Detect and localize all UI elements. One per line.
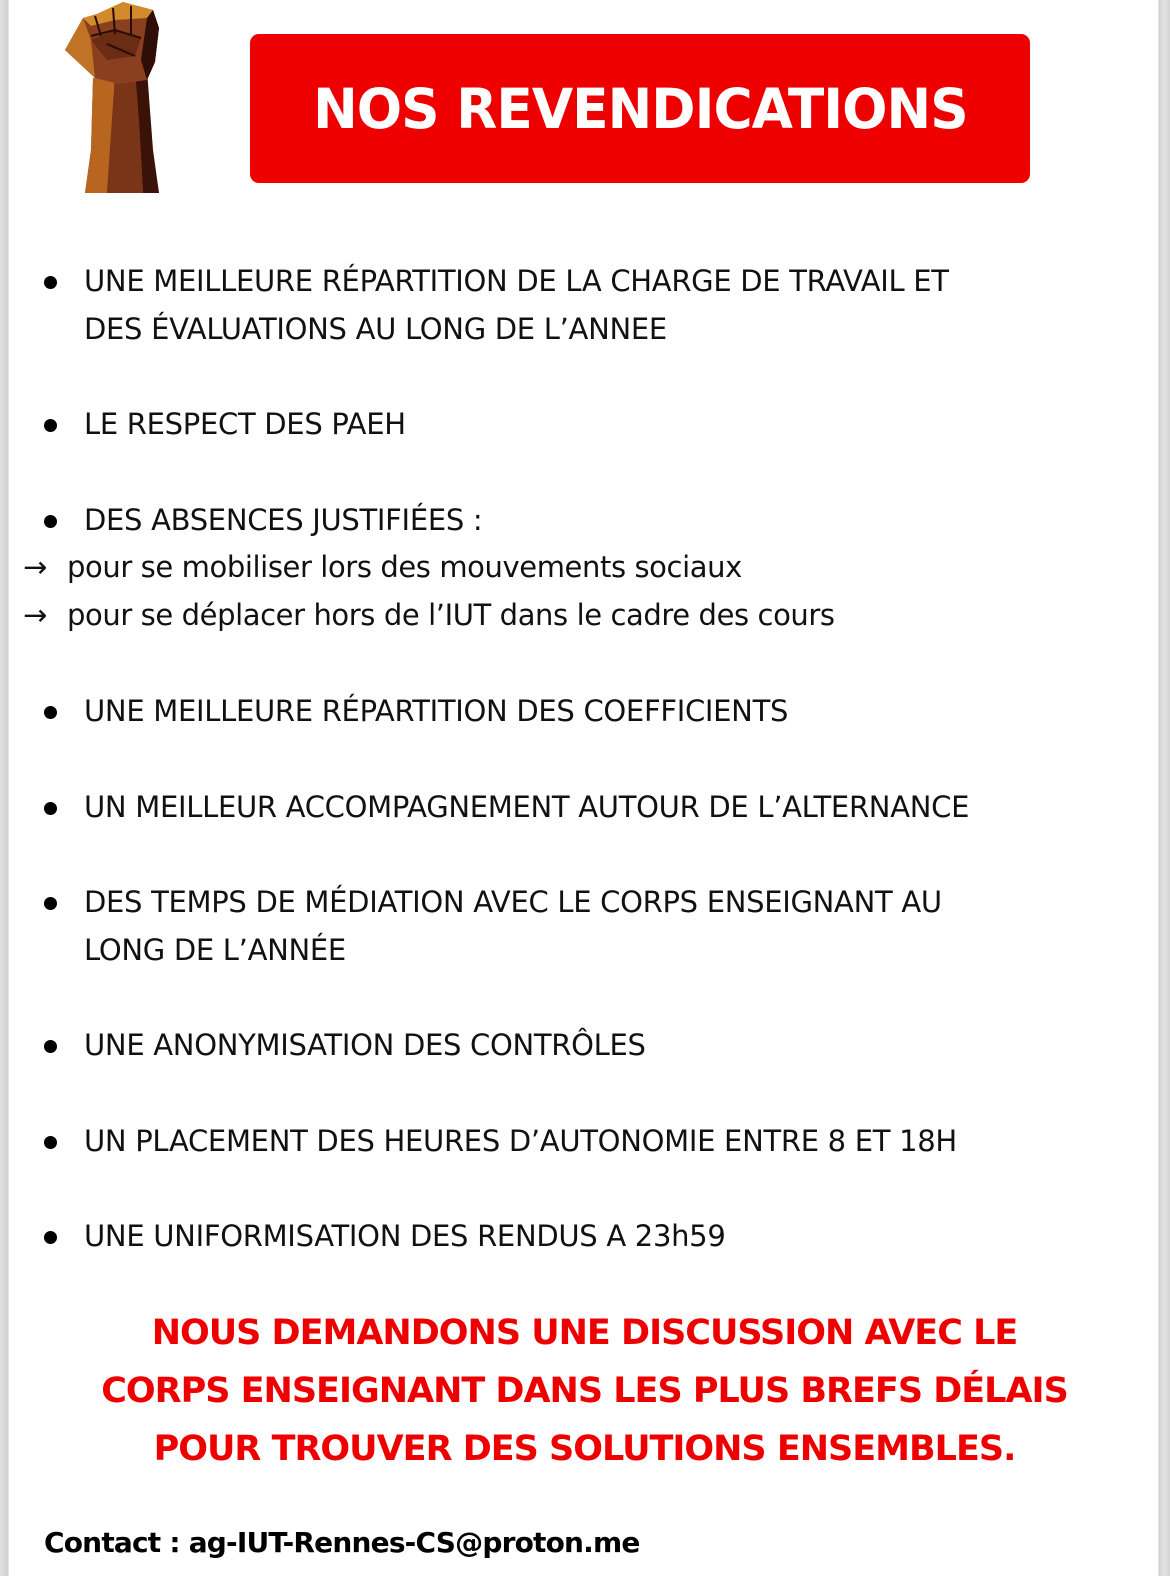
bullet-icon bbox=[44, 515, 57, 528]
demand-statement bbox=[9, 1304, 1160, 1478]
contact-line bbox=[44, 1523, 640, 1563]
bullet-icon bbox=[44, 276, 57, 289]
demand-line: CORPS ENSEIGNANT DANS LES PLUS BREFS DÉLAIS bbox=[101, 1371, 1068, 1411]
claim-line: UNE UNIFORMISATION DES RENDUS A 23h59 bbox=[84, 1219, 726, 1253]
bullet-icon bbox=[44, 706, 57, 719]
bullet-icon bbox=[44, 1231, 57, 1244]
claim-line: LE RESPECT DES PAEH bbox=[84, 407, 406, 441]
claim-line: DES ÉVALUATIONS AU LONG DE L’ANNEE bbox=[84, 312, 667, 346]
demand-line: NOUS DEMANDONS UNE DISCUSSION AVEC LE bbox=[151, 1313, 1018, 1353]
contact-label: Contact : bbox=[44, 1526, 189, 1559]
page-right-edge bbox=[1159, 0, 1170, 1576]
arrow-right-icon: → bbox=[23, 598, 47, 632]
page-title: NOS REVENDICATIONS bbox=[312, 76, 968, 141]
claim-line: UN MEILLEUR ACCOMPAGNEMENT AUTOUR DE L’ALTERNANCE bbox=[84, 790, 970, 824]
claim-line: UN PLACEMENT DES HEURES D’AUTONOMIE ENTRE 8 ET 18H bbox=[84, 1124, 957, 1158]
raised-fist-icon bbox=[55, 0, 165, 193]
bullet-icon bbox=[44, 1136, 57, 1149]
sub-item bbox=[23, 543, 742, 591]
arrow-right-icon: → bbox=[23, 550, 47, 584]
bullet-icon bbox=[44, 1040, 57, 1053]
bullet-icon bbox=[44, 897, 57, 910]
claim-line: DES ABSENCES JUSTIFIÉES : bbox=[84, 503, 483, 537]
sub-item-text: pour se mobiliser lors des mouvements sociaux bbox=[67, 550, 742, 584]
claim-line: UNE MEILLEURE RÉPARTITION DE LA CHARGE DE TRAVAIL ET bbox=[84, 264, 949, 298]
claim-line: UNE MEILLEURE RÉPARTITION DES COEFFICIENTS bbox=[84, 694, 789, 728]
flyer-page bbox=[8, 0, 1159, 1576]
claim-line: UNE ANONYMISATION DES CONTRÔLES bbox=[84, 1028, 646, 1062]
bullet-icon bbox=[44, 419, 57, 432]
contact-email-link[interactable]: ag-IUT-Rennes-CS@proton.me bbox=[188, 1526, 640, 1559]
demand-line: POUR TROUVER DES SOLUTIONS ENSEMBLES. bbox=[153, 1429, 1016, 1469]
sub-item bbox=[23, 591, 835, 639]
page-left-edge bbox=[0, 0, 8, 1576]
sub-item-text: pour se déplacer hors de l’IUT dans le cadre des cours bbox=[67, 598, 835, 632]
bullet-icon bbox=[44, 802, 57, 815]
claim-line: LONG DE L’ANNÉE bbox=[84, 933, 346, 967]
title-banner bbox=[250, 34, 1030, 183]
claim-line: DES TEMPS DE MÉDIATION AVEC LE CORPS ENSEIGNANT AU bbox=[84, 885, 942, 919]
